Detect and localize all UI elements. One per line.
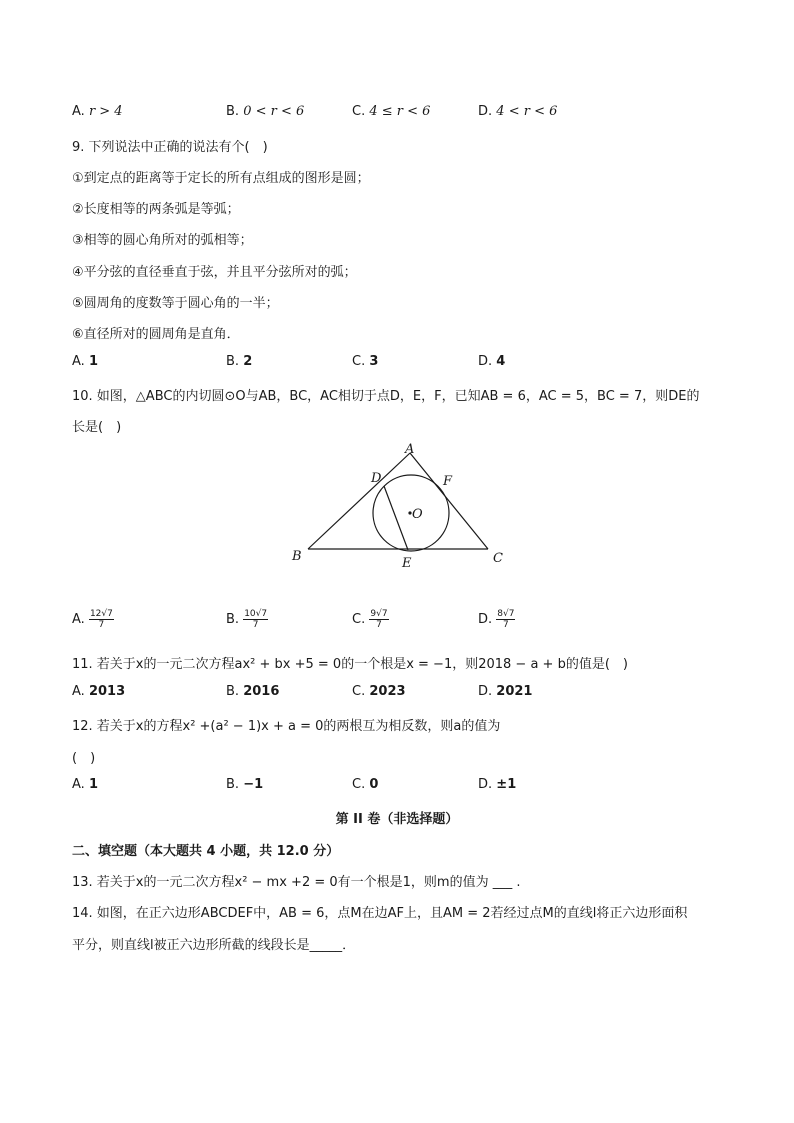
option-label: C.: [352, 684, 366, 699]
option-text: 0 < r < 6: [243, 104, 305, 119]
label-a: A: [405, 442, 415, 457]
option-text: 3: [369, 354, 379, 369]
fraction: [369, 609, 388, 630]
numerator: 8√7: [497, 609, 515, 619]
q12-option-d: [478, 777, 516, 792]
segment-de: [384, 486, 408, 550]
section-heading: 二、填空题（本大题共 4 小题，共 12.0 分）: [72, 844, 340, 859]
option-text: 2021: [496, 684, 533, 699]
label-b: B: [292, 549, 302, 564]
q9-option-d: [478, 354, 505, 369]
q8-option-a: [72, 104, 123, 119]
option-label: D.: [478, 684, 493, 699]
q11-stem: 11. 若关于x的一元二次方程ax² + bx +5 = 0的一个根是x = −1，则2018 − a + b的值是( ): [72, 657, 628, 672]
option-text: 2: [243, 354, 253, 369]
label-d: D: [371, 471, 382, 486]
q9-option-a: [72, 354, 98, 369]
q10-option-d: [478, 609, 515, 630]
option-text: 4 ≤ r < 6: [369, 104, 431, 119]
q10-stem: 10. 如图，△ABC的内切圆⊙O与AB，BC，AC相切于点D，E，F，已知AB = 6，AC = 5，BC = 7，则DE的: [72, 389, 700, 404]
option-label: D.: [478, 612, 493, 627]
numerator: 10√7: [244, 609, 268, 619]
option-text: 1: [88, 354, 98, 369]
option-label: D.: [478, 777, 493, 792]
q8-option-b: [226, 104, 304, 119]
label-e: E: [402, 556, 412, 571]
q9-statement-4: ④平分弦的直径垂直于弦，并且平分弦所对的弧；: [72, 265, 357, 280]
option-text: 1: [88, 777, 98, 792]
label-f: F: [443, 474, 453, 489]
option-label: C.: [352, 354, 366, 369]
option-text: 2016: [243, 684, 280, 699]
option-label: C.: [352, 612, 366, 627]
option-label: B.: [226, 612, 240, 627]
q9-statement-2: ②长度相等的两条弧是等弧；: [72, 202, 240, 217]
option-label: B.: [226, 354, 240, 369]
option-label: C.: [352, 777, 366, 792]
q10-option-c: [352, 609, 389, 630]
q12-option-b: [226, 777, 263, 792]
option-label: A.: [72, 104, 85, 119]
option-text: −1: [243, 777, 264, 792]
q12-option-a: [72, 777, 98, 792]
q11-option-c: [352, 684, 406, 699]
option-text: 2013: [88, 684, 126, 699]
numerator: 9√7: [370, 609, 388, 619]
option-label: D.: [478, 104, 493, 119]
q8-option-d: [478, 104, 557, 119]
q12-option-c: [352, 777, 378, 792]
option-text: r > 4: [88, 104, 123, 119]
denominator: 7: [98, 620, 105, 630]
denominator: 7: [376, 620, 382, 630]
q8-option-c: [352, 104, 430, 119]
q12-stem: 12. 若关于x的方程x² +(a² − 1)x + a = 0的两根互为相反数，则a的值为: [72, 719, 501, 734]
q9-option-c: [352, 354, 378, 369]
q11-option-a: [72, 684, 125, 699]
label-o: O: [412, 507, 423, 522]
option-text: ±1: [496, 777, 517, 792]
q9-statement-3: ③相等的圆心角所对的弧相等；: [72, 233, 253, 248]
q14-stem: 14. 如图，在正六边形ABCDEF中，AB = 6，点M在边AF上，且AM = 2若经过点M的直线l将正六边形面积: [72, 906, 688, 921]
numerator: 12√7: [89, 609, 113, 619]
q13-stem: 13. 若关于x的一元二次方程x² − mx +2 = 0有一个根是1，则m的值为 ___ .: [72, 875, 521, 890]
q9-statement-1: ①到定点的距离等于定长的所有点组成的图形是圆；: [72, 171, 370, 186]
option-label: C.: [352, 104, 366, 119]
fraction: [243, 609, 268, 630]
option-text: 4: [496, 354, 506, 369]
section-title: 第 II 卷（非选择题）: [335, 812, 459, 827]
option-label: A.: [72, 777, 85, 792]
option-label: B.: [226, 684, 240, 699]
option-text: 0: [369, 777, 379, 792]
option-label: B.: [226, 777, 240, 792]
option-label: A.: [72, 612, 85, 627]
q11-option-b: [226, 684, 279, 699]
denominator: 7: [503, 620, 509, 630]
option-label: B.: [226, 104, 240, 119]
option-label: D.: [478, 354, 493, 369]
denominator: 7: [252, 620, 259, 630]
q9-statement-5: ⑤圆周角的度数等于圆心角的一半；: [72, 296, 279, 311]
q9-option-b: [226, 354, 252, 369]
q12-stem-cont: ( ): [72, 751, 96, 766]
option-label: A.: [72, 354, 85, 369]
triangle-abc: [308, 453, 488, 549]
fraction: [496, 609, 515, 630]
option-text: 2023: [369, 684, 406, 699]
q9-statement-6: ⑥直径所对的圆周角是直角．: [72, 327, 240, 342]
option-label: A.: [72, 684, 85, 699]
q14-stem-cont: 平分，则直线l被正六边形所截的线段长是_____．: [72, 938, 356, 953]
q10-option-b: [226, 609, 268, 630]
fraction: [89, 609, 114, 630]
option-text: 4 < r < 6: [496, 104, 558, 119]
q10-option-a: [72, 609, 114, 630]
q9-stem: 9. 下列说法中正确的说法有个( ): [72, 140, 268, 155]
q10-stem-cont: 长是( ): [72, 420, 122, 435]
label-c: C: [493, 551, 503, 566]
q11-option-d: [478, 684, 532, 699]
q10-figure: [280, 436, 520, 576]
